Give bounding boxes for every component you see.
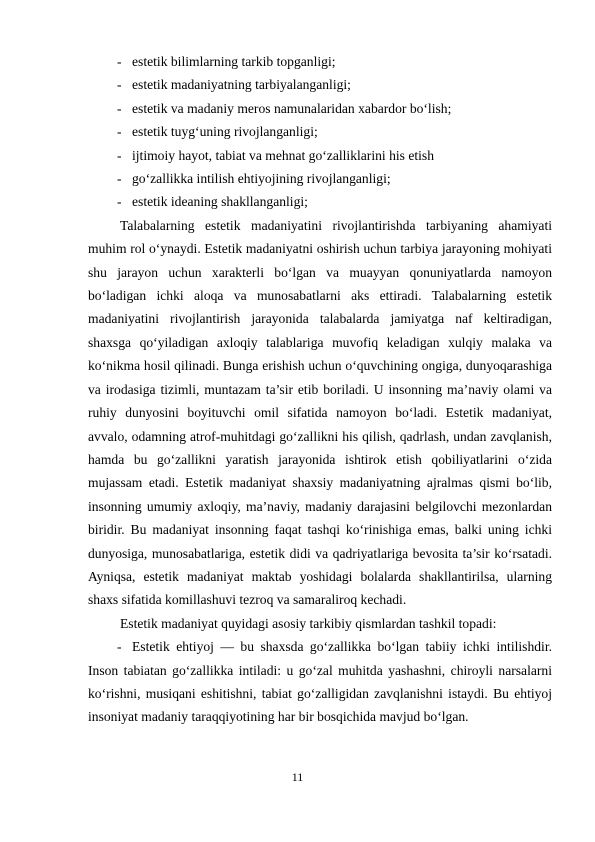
body-paragraph: Talabalarning estetik madaniyatini rivojlantirishda tarbiyaning ahamiyati muhim rol o‘ynaydi. Estetik madaniyatni oshirish uchun tarbiya jarayoning mohiyati shu jarayon uchun xarakterli bo‘lgan va muayyan qonuniyatlarda namoyon bo‘ladigan ichki aloqa va munosabatlarni aks ettiradi. Talabalarning estetik madaniyatini rivojlantirish jarayonida talabalarda jamiyatga naf keltiradigan, shaxsga qo‘yiladigan axloqiy talablariga muvofiq keladigan xulqiy malaka va ko‘nikma hosil qilinadi. Bunga erishish uchun o‘quvchining ongiga, dunyoqarashiga va irodasiga tizimli, muntazam ta’sir etib boriladi. U insonning ma’naviy olami va ruhiy dunyosini boyituvchi omil sifatida namoyon bo‘ladi. Estetik madaniyat, avvalo, odamning atrof-muhitdagi go‘zallikni his qilish, qadrlash, undan zavqlanish, hamda bu go‘zallikni yaratish jarayonida ishtirok etish qobiliyatlarini o‘zida mujassam etadi. Estetik madaniyat shaxsiy madaniyatning ajralmas qismi bo‘lib, insonning umumiy axloqiy, ma’naviy, madaniy darajasini belgilovchi mezonlardan biridir. Bu madaniyat insonning faqat tashqi ko‘rinishiga emas, balki uning ichki dunyosiga, munosabatlariga, estetik didi va qadriyatlariga bevosita ta’sir ko‘rsatadi. Ayniqsa, estetik madaniyat maktab yoshidagi bolalarda shakllantirilsa, ularning shaxs sifatida komillashuvi tezroq va samaraliroq kechadi.: [88, 217, 552, 608]
list-item-text: estetik tuyg‘uning rivojlanganligi;: [132, 124, 318, 140]
bullet-list: [88, 50, 552, 214]
page-number: 11: [291, 770, 304, 784]
list-item: [88, 97, 552, 120]
dash-bullet: -: [117, 171, 122, 187]
dash-bullet: -: [117, 77, 122, 93]
page-body: [88, 50, 552, 729]
list-item: [88, 190, 552, 213]
list-item: [88, 50, 552, 73]
list-item: [88, 167, 552, 190]
body-paragraph-dashed: [88, 635, 552, 729]
list-item-text: estetik va madaniy meros namunalaridan xabardor bo‘lish;: [132, 100, 452, 116]
list-item: [88, 144, 552, 167]
list-item-text: ijtimoiy hayot, tabiat va mehnat go‘zalliklarini his etish: [132, 147, 435, 163]
list-item: [88, 120, 552, 143]
dash-bullet: -: [117, 100, 122, 116]
list-item: [88, 73, 552, 96]
dash-bullet: -: [117, 194, 122, 210]
list-item-text: estetik madaniyatning tarbiyalanganligi;: [132, 77, 351, 93]
list-item-text: estetik bilimlarning tarkib topganligi;: [132, 54, 336, 69]
list-item-text: go‘zallikka intilish ehtiyojining rivojlanganligi;: [132, 171, 391, 187]
dashed-paragraph-text: Estetik ehtiyoj — bu shaxsda go‘zallikka bo‘lgan tabiiy ichki intilishdir. Inson tabiatan go‘zallikka intiladi: u go‘zal muhitda yashashni, chiroyli narsalarni ko‘rishni, musiqani eshitishni, tabiat go‘zalligidan zavqlanishni istaydi. Bu ehtiyoj insoniyat madaniy taraqqiyotining har bir bosqichida mavjud bo‘lgan.: [88, 639, 552, 725]
body-paragraph-intro: Estetik madaniyat quyidagi asosiy tarkibiy qismlardan tashkil topadi:: [120, 615, 497, 631]
dash-bullet: -: [117, 147, 122, 163]
dash-bullet: -: [117, 124, 122, 140]
list-item-text: estetik ideaning shakllanganligi;: [132, 194, 308, 210]
dash-bullet: -: [117, 54, 122, 69]
dash-bullet: -: [117, 639, 122, 655]
